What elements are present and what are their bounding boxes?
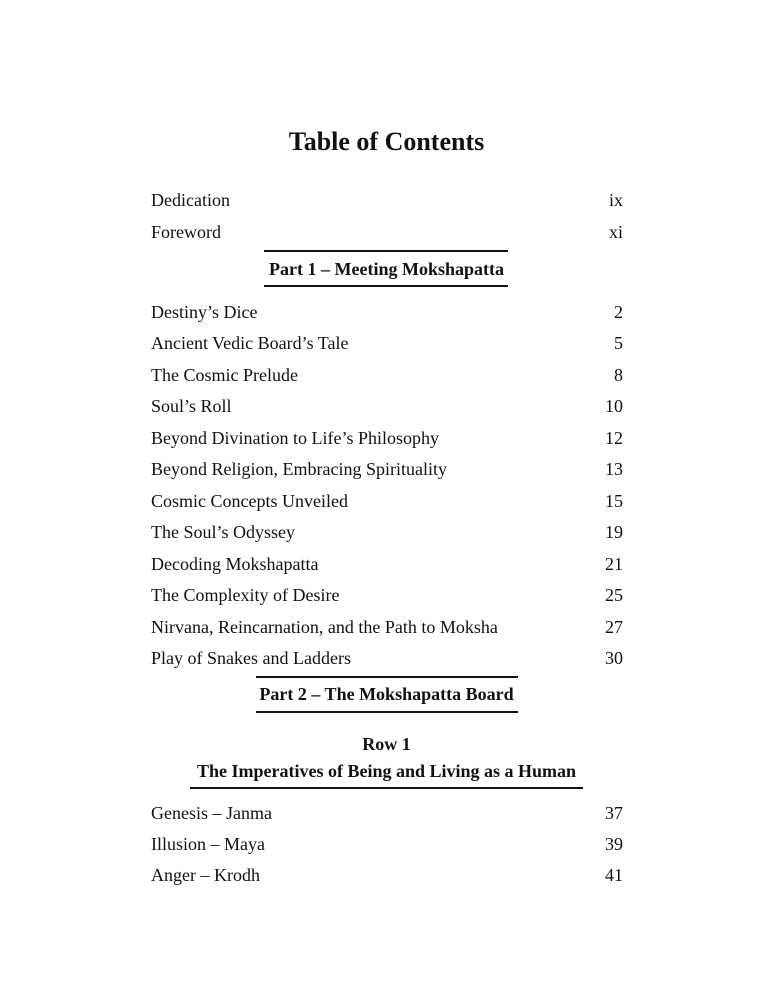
toc-entry-page: 2 — [614, 302, 623, 322]
toc-entry[interactable] — [151, 832, 623, 856]
toc-entry-label: Anger – Krodh — [151, 865, 260, 885]
toc-entry-page: 12 — [605, 428, 623, 448]
row-title: The Imperatives of Being and Living as a Human — [196, 761, 577, 781]
toc-entry-page: xi — [608, 222, 623, 242]
toc-entry[interactable] — [151, 552, 623, 576]
toc-entry-label: Destiny’s Dice — [151, 302, 258, 322]
part2-bottom-rule — [256, 711, 518, 713]
toc-entry[interactable] — [151, 520, 623, 544]
toc-entry-label: Nirvana, Reincarnation, and the Path to Moksha — [151, 617, 498, 637]
toc-entry[interactable] — [151, 457, 623, 481]
row-title-rule — [190, 787, 583, 789]
toc-entry-label: Beyond Religion, Embracing Spirituality — [151, 459, 447, 479]
toc-entry-page: 30 — [605, 648, 623, 668]
part1-top-rule — [264, 250, 508, 252]
toc-entry-page: 41 — [605, 865, 623, 885]
part1-bottom-rule — [264, 285, 508, 287]
toc-entry-label: Ancient Vedic Board’s Tale — [151, 333, 349, 353]
toc-entry-label: Dedication — [151, 190, 230, 210]
part1-heading — [0, 257, 773, 285]
toc-entry-label: Play of Snakes and Ladders — [151, 648, 351, 668]
toc-entry[interactable] — [151, 615, 623, 639]
toc-entry-page: 15 — [605, 491, 623, 511]
toc-entry-page: 5 — [614, 333, 623, 353]
toc-entry-label: Soul’s Roll — [151, 396, 232, 416]
toc-entry-label: The Soul’s Odyssey — [151, 522, 295, 542]
row-label: Row 1 — [362, 734, 411, 754]
toc-entry-label: The Complexity of Desire — [151, 585, 340, 605]
toc-entry-label: Beyond Divination to Life’s Philosophy — [151, 428, 439, 448]
toc-entry-label: Genesis – Janma — [151, 803, 272, 823]
toc-entry[interactable] — [151, 583, 623, 607]
toc-entry-page: 39 — [605, 834, 623, 854]
toc-entry-page: 25 — [605, 585, 623, 605]
toc-entry-dedication[interactable] — [151, 188, 623, 212]
toc-entry[interactable] — [151, 331, 623, 355]
part2-heading — [0, 682, 773, 710]
toc-entry-label: Decoding Mokshapatta — [151, 554, 319, 574]
toc-entry-page: 37 — [605, 803, 623, 823]
toc-entry[interactable] — [151, 646, 623, 670]
part2-heading-text: Part 2 – The Mokshapatta Board — [259, 684, 514, 704]
toc-entry-page: ix — [608, 190, 623, 210]
toc-entry-foreword[interactable] — [151, 220, 623, 244]
toc-entry-label: Illusion – Maya — [151, 834, 265, 854]
toc-entry[interactable] — [151, 394, 623, 418]
part1-heading-text: Part 1 – Meeting Mokshapatta — [269, 259, 504, 279]
toc-entry-page: 27 — [605, 617, 623, 637]
toc-entry[interactable] — [151, 300, 623, 324]
toc-entry[interactable] — [151, 801, 623, 825]
toc-entry[interactable] — [151, 863, 623, 887]
toc-entry-page: 8 — [614, 365, 623, 385]
toc-entry-page: 21 — [605, 554, 623, 574]
toc-entry-page: 19 — [605, 522, 623, 542]
toc-entry-label: The Cosmic Prelude — [151, 365, 298, 385]
toc-entry-page: 10 — [605, 396, 623, 416]
toc-entry[interactable] — [151, 489, 623, 513]
toc-entry-page: 13 — [605, 459, 623, 479]
page-title: Table of Contents — [288, 127, 485, 156]
part2-top-rule — [256, 676, 518, 678]
toc-entry[interactable] — [151, 363, 623, 387]
toc-entry-label: Cosmic Concepts Unveiled — [151, 491, 348, 511]
toc-entry[interactable] — [151, 426, 623, 450]
toc-entry-label: Foreword — [151, 222, 221, 242]
